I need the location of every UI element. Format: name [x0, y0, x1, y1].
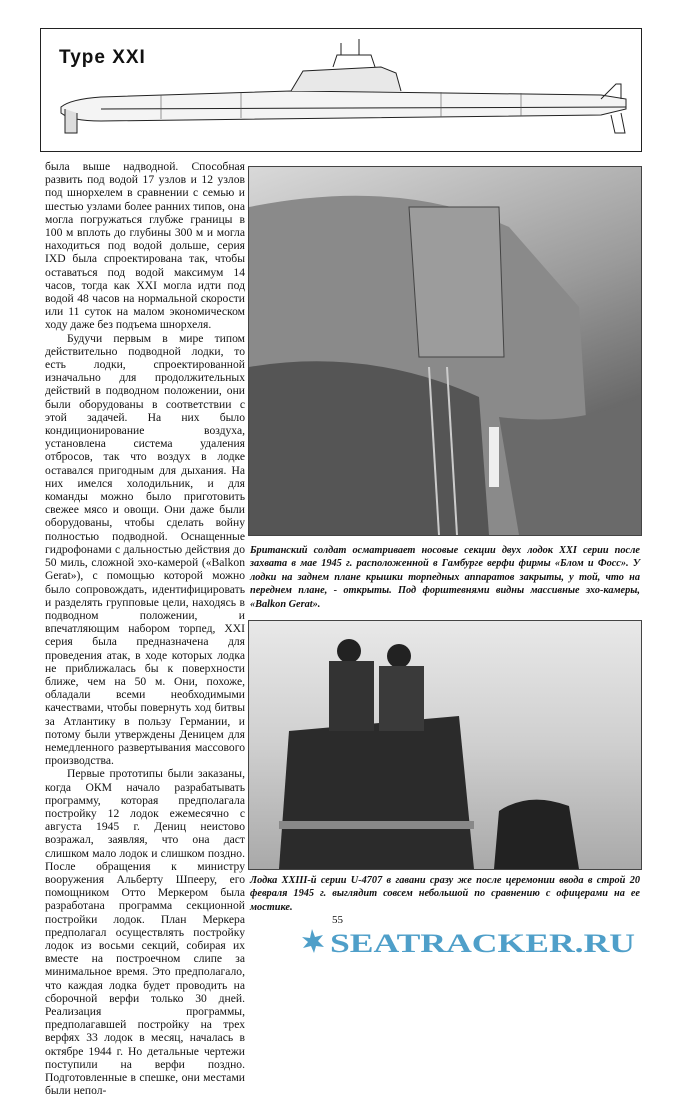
seatracker-watermark-logo — [300, 928, 640, 954]
photo-caption: Британский солдат осматривает носовые секции двух лодок XXI серии после захвата в мае 1945 г. расположенной в Гамбурге верфи фирмы «Блом и Фосс». У лодки на заднем плане крышки торпедных аппаратов закрыты, у той, что на переднем плане, - открыты. Под форштевнями видны массивные эхо-камеры, «Balkon Gerat». — [250, 545, 640, 610]
paragraph: Первые прототипы были заказаны, когда ОКМ начало разрабатывать программу, которая предполагала постройку 12 лодок ежемесячно с августа 1945 г. Дениц неистово возражал, заявляя, что она даст слишком мало лодок и слишком поздно. После обращения к министру вооружения Альберту Шпееру, его помощником Отто Меркером была разработана программа секционной постройки лодок. План Меркера предполагал осуществлять постройку лодок из восьми секций, собирая их вместе на построечном слипе за минимальное время. Это предполагало, что каждая лодка будет проводить на сборочной верфи только 30 дней. Реализация программы, предполагавшей постройку на трех верфях 33 лодок в месяц, началась в октябре 1944 г. Но детальные чертежи поступили на верфи поздно. Подготовленные в спешке, они местами были непол- — [45, 767, 245, 1097]
paragraph: Будучи первым в мире типом действительно подводной лодки, то есть лодки, спроектированной изначально для продолжительных действий в подводном положении, они были оборудованы в соответствии с этой задачей. На них было кондиционирование воздуха, установлена система удаления отбросов, так что воздух в лодке оставался пригодным для дыхания. На них имелся холодильник, и для команды можно было приготовить свежее мясо и овощи. Они даже были оборудованы, чтобы сделать войну полностью подводной. Оснащенные гидрофонами с дальностью действия до 50 миль, сложной эхо-камерой («Balkon Gerat»), с помощью которой можно было сопровождать, идентифицировать и разделять групповые цели, находясь в подводном положении, и впечатляющим набором торпед, XXI серия была предназначена для проведения атак, в ходе которых лодка не приближалась бы к поверхности ближе, чем на 50 м. Они, похоже, обладали всеми необходимыми качествами, чтобы повернуть ход битвы за Атлантику в пользу Германии, и потому были утверждены Деницем для немедленного развертывания массового производства. — [45, 331, 245, 768]
page-number: 55 — [332, 914, 343, 926]
article-text-column — [45, 160, 245, 1097]
submarine-profile-drawing — [40, 28, 642, 152]
svg-text:SEATRACKER.RU: SEATRACKER.RU — [330, 929, 636, 954]
photo-illustration — [249, 621, 641, 869]
photo-illustration — [249, 167, 641, 535]
photo-caption: Лодка XXIII-й серии U-4707 в гавани сразу же после церемонии ввода в строй 20 февраля 1945 г. выглядит совсем небольшой по сравнению с офицерами на ее мостике. — [250, 875, 640, 913]
drawing-title: Type XXI — [59, 47, 146, 68]
paragraph: была выше надводной. Способная развить под водой 17 узлов и 12 узлов под шнорхелем в сравнении с семью и шестью узлами более ранних типов, она могла погружаться глубже границы в 100 м вплоть до глубины 300 м и могла находиться под водой дольше, серия IXD была спроектирована так, чтобы оставаться под водой максимум 14 часов, тогда как XXI могла идти под водой 48 часов на нормальной скорости или 11 суток на малом экономическом ходу даже без подъема шнорхеля. — [45, 160, 245, 332]
photo-submarine-bow-sections — [248, 166, 642, 536]
photo-u4707-conning-tower — [248, 620, 642, 870]
